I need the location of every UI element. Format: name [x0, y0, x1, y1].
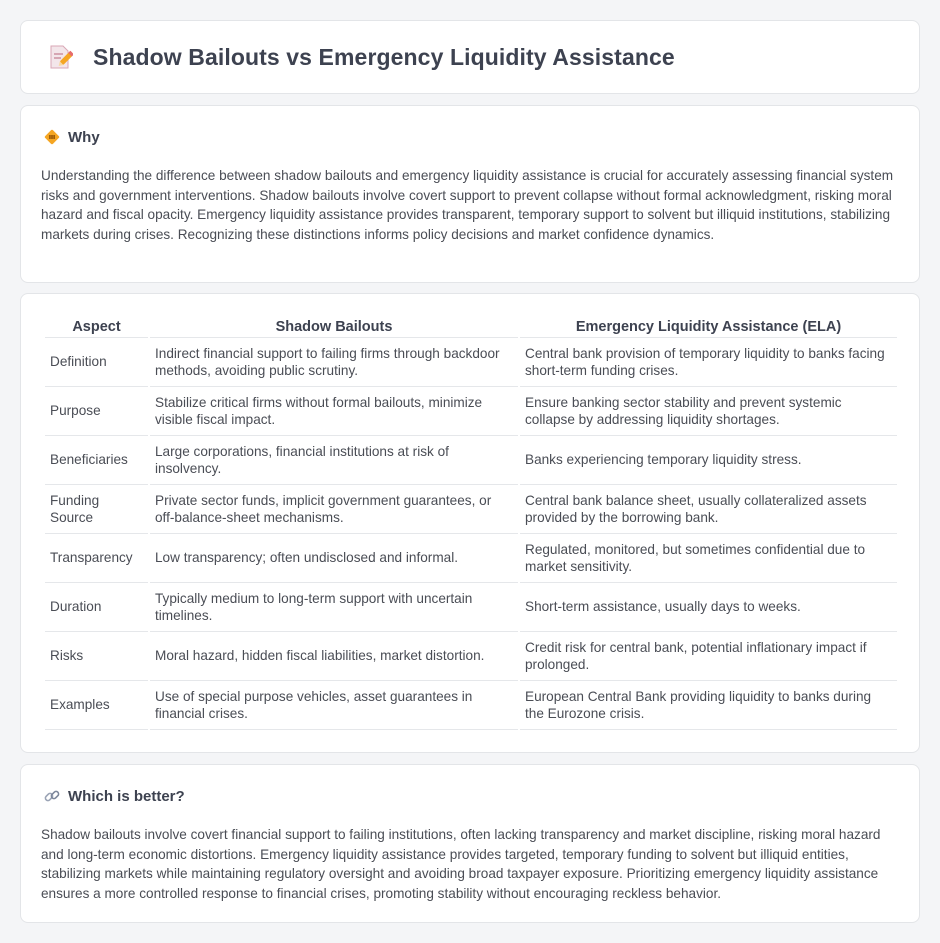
table-row	[45, 583, 897, 632]
table-row	[45, 338, 897, 387]
row-shadow-cell: Use of special purpose vehicles, asset guarantees in financial crises.	[150, 681, 518, 730]
why-heading-row	[43, 128, 100, 146]
row-shadow-cell: Low transparency; often undisclosed and informal.	[150, 534, 518, 583]
why-heading: Why	[68, 128, 100, 146]
diamond-warning-icon	[43, 128, 61, 146]
row-aspect: Definition	[45, 338, 148, 387]
table-row	[45, 632, 897, 681]
header-ela: Emergency Liquidity Assistance (ELA)	[520, 318, 897, 338]
row-shadow-cell: Large corporations, financial institutions at risk of insolvency.	[150, 436, 518, 485]
comparison-table	[43, 318, 899, 730]
row-ela-cell: Ensure banking sector stability and prevent systemic collapse by addressing liquidity shortages.	[520, 387, 897, 436]
row-ela-cell: European Central Bank providing liquidity to banks during the Eurozone crisis.	[520, 681, 897, 730]
comparison-table-card	[20, 293, 920, 753]
row-aspect: Examples	[45, 681, 148, 730]
header-aspect: Aspect	[45, 318, 148, 338]
row-shadow-cell: Moral hazard, hidden fiscal liabilities, market distortion.	[150, 632, 518, 681]
better-heading-row	[43, 787, 185, 805]
row-ela-cell: Central bank balance sheet, usually collateralized assets provided by the borrowing bank.	[520, 485, 897, 534]
row-shadow-cell: Indirect financial support to failing firms through backdoor methods, avoiding public scrutiny.	[150, 338, 518, 387]
row-aspect: Duration	[45, 583, 148, 632]
page-title: Shadow Bailouts vs Emergency Liquidity Assistance	[93, 43, 675, 70]
row-ela-cell: Central bank provision of temporary liquidity to banks facing short-term funding crises.	[520, 338, 897, 387]
table-header-row	[45, 318, 897, 338]
row-ela-cell: Credit risk for central bank, potential inflationary impact if prolonged.	[520, 632, 897, 681]
table-row	[45, 387, 897, 436]
pencil-document-icon	[47, 43, 73, 71]
better-paragraph: Shadow bailouts involve covert financial support to failing institutions, often lacking transparency and market discipline, risking moral hazard and long-term economic distortions. Emergency liquidity assistance provides targeted, temporary funding to solvent but illiquid entities, stabilizing markets while maintaining regulatory oversight and avoiding broad taxpayer exposure. Prioritizing emergency liquidity assistance ensures a more controlled response to financial crises, promoting stability without encouraging reckless behavior.	[41, 827, 881, 901]
better-heading: Which is better?	[68, 787, 185, 805]
header-shadow-bailouts: Shadow Bailouts	[150, 318, 518, 338]
why-paragraph: Understanding the difference between shadow bailouts and emergency liquidity assistance is crucial for accurately assessing financial system risks and government interventions. Shadow bailouts involve covert support to prevent collapse without formal acknowledgment, risking moral hazard and fiscal opacity. Emergency liquidity assistance provides transparent, temporary support to solvent but illiquid institutions, stabilizing markets during crises. Recognizing these distinctions informs policy decisions and market confidence dynamics.	[41, 168, 894, 242]
row-shadow-cell: Private sector funds, implicit government guarantees, or off-balance-sheet mechanisms.	[150, 485, 518, 534]
row-aspect: Transparency	[45, 534, 148, 583]
row-aspect: Funding Source	[45, 485, 148, 534]
table-row	[45, 436, 897, 485]
title-row	[47, 43, 675, 71]
why-card	[20, 105, 920, 283]
title-card	[20, 20, 920, 94]
row-ela-cell: Banks experiencing temporary liquidity stress.	[520, 436, 897, 485]
row-aspect: Risks	[45, 632, 148, 681]
link-icon	[43, 787, 61, 805]
table-row	[45, 485, 897, 534]
table-row	[45, 534, 897, 583]
row-ela-cell: Regulated, monitored, but sometimes confidential due to market sensitivity.	[520, 534, 897, 583]
which-is-better-card	[20, 764, 920, 923]
row-aspect: Beneficiaries	[45, 436, 148, 485]
row-ela-cell: Short-term assistance, usually days to weeks.	[520, 583, 897, 632]
row-aspect: Purpose	[45, 387, 148, 436]
row-shadow-cell: Typically medium to long-term support with uncertain timelines.	[150, 583, 518, 632]
row-shadow-cell: Stabilize critical firms without formal bailouts, minimize visible fiscal impact.	[150, 387, 518, 436]
table-row	[45, 681, 897, 730]
